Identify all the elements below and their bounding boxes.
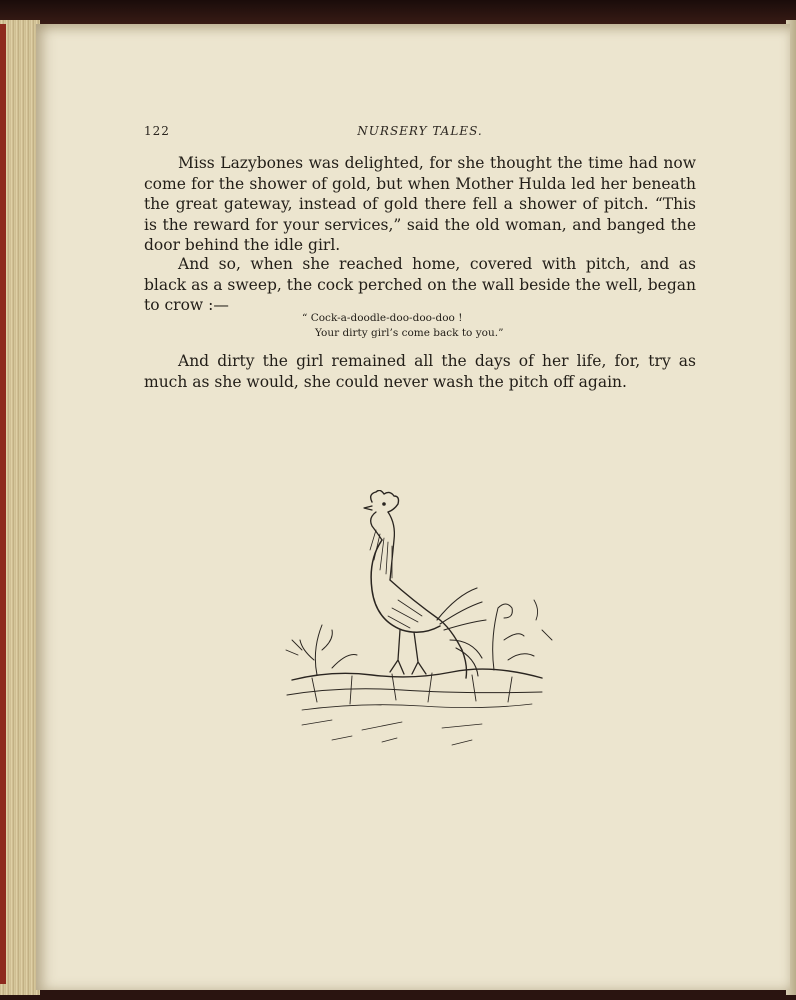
page-number: 122 [144, 124, 170, 138]
page-header [144, 124, 696, 142]
rooster-illustration-icon [272, 490, 562, 760]
paragraph: And dirty the girl remained all the days of her life, for, try as much as she would, she could never wash the pitch off again. [144, 352, 696, 391]
running-title: NURSERY TALES. [357, 124, 483, 138]
page-edges [0, 20, 40, 995]
cover-edge [0, 24, 6, 984]
paragraph: Miss Lazybones was delighted, for she thought the time had now come for the shower of gold, but when Mother Hulda led her beneath the great gateway, instead of gold there fell a shower of pitch. “This is the reward for your services,” said the old woman, and banged the door behind the idle girl. [144, 154, 696, 254]
verse-line: Your dirty girl’s come back to you.” [315, 327, 504, 339]
book-cover-top [0, 0, 796, 26]
verse [302, 311, 562, 341]
paragraph: And so, when she reached home, covered with pitch, and as black as a sweep, the cock perched on the wall beside the well, began to crow :— [144, 255, 696, 314]
verse-line: “ Cock-a-doodle-doo-doo-doo ! [302, 312, 463, 324]
